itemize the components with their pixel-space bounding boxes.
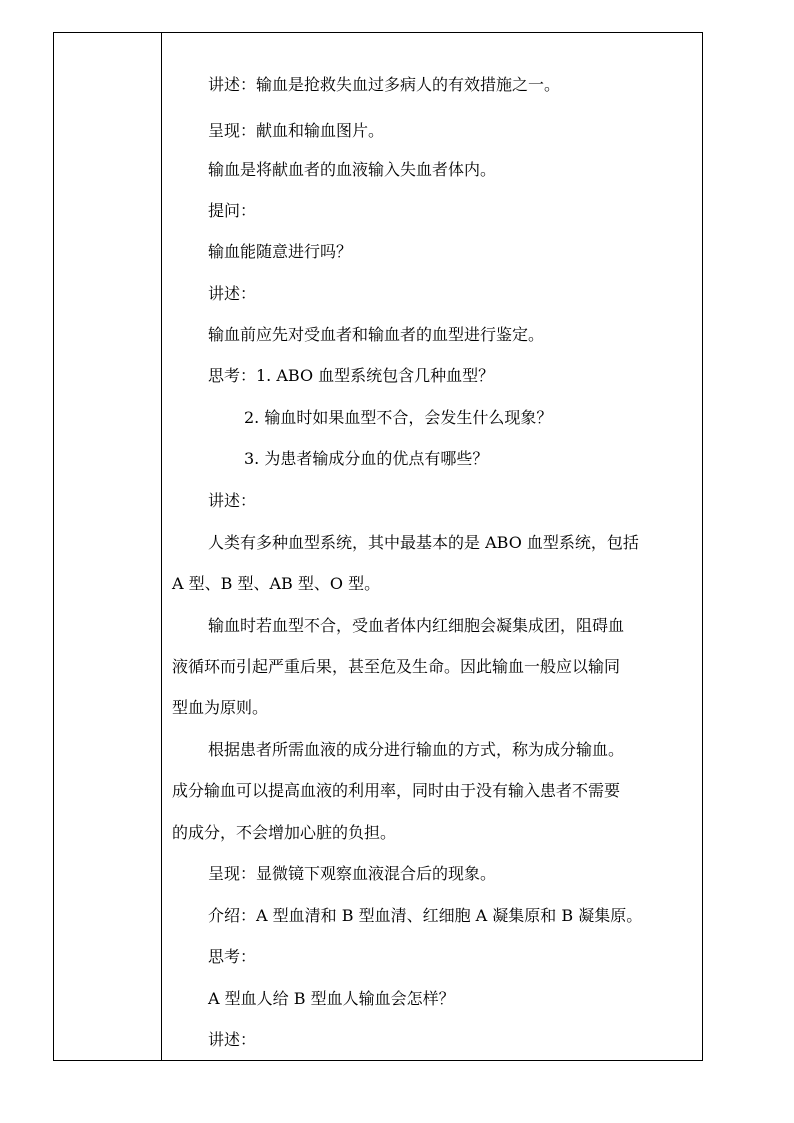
text-line: 讲述： — [208, 491, 257, 510]
text-line: 型血为原则。 — [172, 698, 269, 717]
content-cell — [172, 33, 696, 1060]
text-line: 讲述： — [208, 284, 257, 303]
left-column-cell — [54, 33, 162, 1060]
text-line: 输血时若血型不合，受血者体内红细胞会凝集成团，阻碍血 — [208, 616, 625, 635]
text-line: A 型、B 型、AB 型、O 型。 — [172, 574, 381, 593]
text-line: 2. 输血时如果血型不合，会发生什么现象？ — [244, 408, 553, 427]
text-line: A 型血人给 B 型血人输血会怎样？ — [208, 989, 455, 1008]
text-line: 液循环而引起严重后果，甚至危及生命。因此输血一般应以输同 — [172, 657, 621, 676]
text-line: 思考： — [208, 947, 257, 966]
text-line: 的成分，不会增加心脏的负担。 — [172, 823, 397, 842]
lesson-table — [53, 32, 703, 1061]
text-line: 提问： — [208, 201, 257, 220]
text-line: 输血是将献血者的血液输入失血者体内。 — [208, 160, 497, 179]
text-line: 介绍：A 型血清和 B 型血清、红细胞 A 凝集原和 B 凝集原。 — [208, 906, 643, 925]
text-line: 呈现：献血和输血图片。 — [208, 121, 385, 140]
text-line: 思考：1. ABO 血型系统包含几种血型？ — [208, 366, 495, 385]
text-line: 呈现：显微镜下观察血液混合后的现象。 — [208, 864, 497, 883]
text-line: 人类有多种血型系统，其中最基本的是 ABO 血型系统，包括 — [208, 533, 639, 552]
text-line: 输血前应先对受血者和输血者的血型进行鉴定。 — [208, 325, 545, 344]
text-line: 讲述：输血是抢救失血过多病人的有效措施之一。 — [208, 75, 561, 94]
text-line: 讲述： — [208, 1030, 257, 1049]
text-line: 成分输血可以提高血液的利用率，同时由于没有输入患者不需要 — [172, 781, 621, 800]
text-line: 输血能随意进行吗？ — [208, 242, 353, 261]
text-line: 根据患者所需血液的成分进行输血的方式，称为成分输血。 — [208, 740, 625, 759]
text-line: 3. 为患者输成分血的优点有哪些？ — [244, 449, 489, 468]
